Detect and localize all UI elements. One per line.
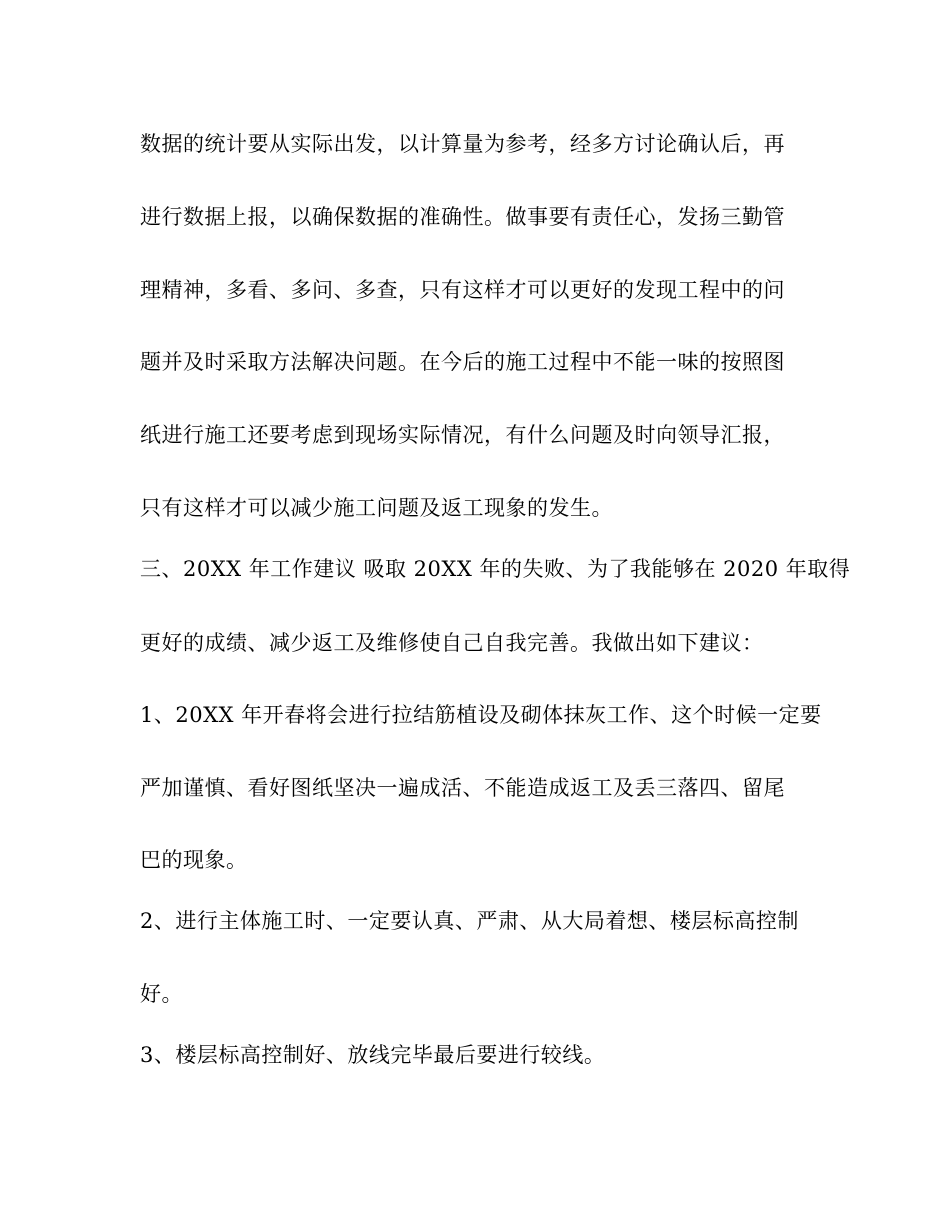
text-line: 理精神，多看、多问、多查，只有这样才可以更好的发现工程中的问 xyxy=(140,278,785,302)
text-line: 数据的统计要从实际出发，以计算量为参考，经多方讨论确认后，再 xyxy=(140,132,785,156)
list-item-line: 2、进行主体施工时、一定要认真、严肃、从大局着想、楼层标高控制 xyxy=(140,909,799,933)
text-line: 进行数据上报，以确保数据的准确性。做事要有责任心，发扬三勤管 xyxy=(140,205,785,229)
section-heading-line: 三、20XX 年工作建议 吸取 20XX 年的失败、为了我能够在 2020 年取得 xyxy=(140,557,851,581)
text-line: 只有这样才可以减少施工问题及返工现象的发生。 xyxy=(140,496,613,520)
text-line: 更好的成绩、减少返工及维修使自己自我完善。我做出如下建议： xyxy=(140,631,764,655)
text-line: 纸进行施工还要考虑到现场实际情况，有什么问题及时向领导汇报， xyxy=(140,423,785,447)
text-line: 严加谨慎、看好图纸坚决一遍成活、不能造成返工及丢三落四、留尾 xyxy=(140,776,785,800)
text-line: 好。 xyxy=(140,982,183,1006)
list-item-line: 3、楼层标高控制好、放线完毕最后要进行较线。 xyxy=(140,1043,606,1067)
list-item-line: 1、20XX 年开春将会进行拉结筋植设及砌体抹灰工作、这个时候一定要 xyxy=(140,703,822,727)
text-line: 巴的现象。 xyxy=(140,848,248,872)
text-line: 题并及时采取方法解决问题。在今后的施工过程中不能一味的按照图 xyxy=(140,350,785,374)
